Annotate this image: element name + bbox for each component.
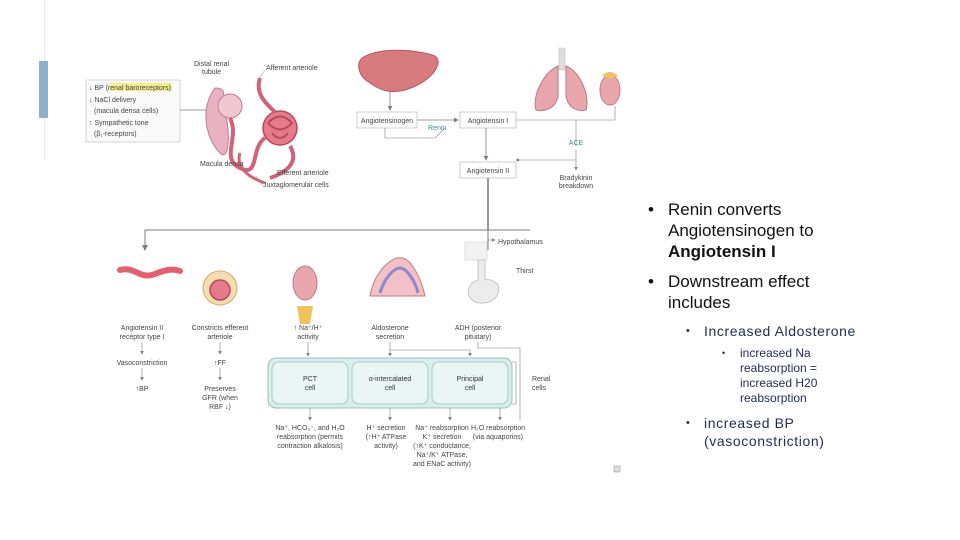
cell-3-line-1: Principal xyxy=(456,376,484,383)
bottom-pct-1: Na⁺, HCO₃⁻, and H₂O xyxy=(275,425,345,432)
bottom-alpha-2: (↑H⁺ ATPase xyxy=(365,434,407,441)
cell-2-line-1: α-intercalated xyxy=(368,376,412,383)
glomerulus-icon xyxy=(203,271,237,305)
label-thirst: Thirst xyxy=(516,268,534,275)
stimulus-1: ↓ BP (renal baroreceptors) xyxy=(89,85,171,92)
bottom-h2o-1: H₂O reabsorption xyxy=(470,425,526,432)
vessel-icon xyxy=(120,269,180,275)
label-vasoconstriction: Vasoconstriction xyxy=(116,360,168,367)
label-distal-tubule-2: tubule xyxy=(202,69,222,76)
label-afferent-arteriole: Afferent arteriole xyxy=(266,65,318,72)
bottom-pct-2: reabsorption (permits xyxy=(276,434,344,441)
effect-5-line-2: pituitary) xyxy=(464,334,492,341)
label-distal-tubule-1: Distal renal xyxy=(194,61,230,68)
bottom-h2o-2: (via aquaporins) xyxy=(472,434,524,441)
pct-cell xyxy=(272,362,348,404)
effect-5-line-1: ADH (posterior xyxy=(454,325,502,332)
bottom-principal-2: K⁺ secretion xyxy=(422,434,462,441)
bottom-principal-1: Na⁺ reabsorption xyxy=(415,425,469,432)
adrenal-kidney-icon xyxy=(600,72,620,105)
label-bradykinin-2: breakdown xyxy=(558,183,594,190)
label-renin: Renin xyxy=(428,125,447,132)
bullet-renin-line-1: Renin converts xyxy=(668,200,782,219)
label-angiotensin-ii: Angiotensin II xyxy=(466,168,510,175)
bullet-renin-line-2: Angiotensinogen to xyxy=(668,221,814,240)
lungs-icon xyxy=(535,48,587,110)
label-angiotensinogen: Angiotensinogen xyxy=(360,118,414,125)
label-efferent-arteriole: Efferent arteriole xyxy=(277,170,329,177)
bottom-alpha-1: H⁺ secretion xyxy=(366,425,406,432)
label-macula-densa: Macula densa xyxy=(200,161,244,168)
bottom-pct-3: contraction alkalosis) xyxy=(277,443,343,450)
label-up-ff: ↑FF xyxy=(213,360,227,367)
label-renal-cells-2: cells xyxy=(532,385,547,392)
sub-bullet-aldosterone: • Increased Aldosterone xyxy=(686,322,948,340)
cell-1-line-2: cell xyxy=(304,385,316,392)
bottom-principal-4: Na⁺/K⁺ ATPase, xyxy=(416,452,468,459)
raas-diagram xyxy=(80,28,625,478)
label-hypothalamus: Hypothalamus xyxy=(498,239,543,246)
small-corner-icon xyxy=(614,466,620,472)
bullet-renin-line-3: Angiotensin I xyxy=(668,242,776,261)
bottom-principal-5: and ENaC activity) xyxy=(413,461,471,468)
label-up-bp: ↑BP xyxy=(135,386,149,393)
label-angiotensin-i: Angiotensin I xyxy=(467,118,509,125)
sub-sub-bullet-na-reabsorption: • increased Na reabsorption = increased H20 reabsorption xyxy=(722,346,860,406)
bullet-list xyxy=(648,199,948,456)
stimulus-4: ↑ Sympathetic tone xyxy=(89,120,149,127)
bullet-renin xyxy=(648,199,948,262)
effect-2-line-2: arteriole xyxy=(207,334,233,341)
pituitary-icon xyxy=(465,242,499,303)
liver-icon xyxy=(359,50,438,91)
stimulus-5: (β₁-receptors) xyxy=(94,131,137,138)
bullet-downstream-line-2: includes xyxy=(668,293,731,312)
effect-4-line-2: secretion xyxy=(375,334,405,341)
stimulus-2: ↓ NaCl delivery xyxy=(89,97,137,104)
preserves-line-2: GFR (when xyxy=(202,395,238,402)
effect-1-line-2: receptor type I xyxy=(119,334,165,341)
label-ace: ACE xyxy=(568,140,584,147)
kidney-icon xyxy=(293,266,317,324)
cell-3-line-2: cell xyxy=(464,385,476,392)
effect-3-line-1: ↑ Na⁺/H⁺ xyxy=(293,325,323,332)
bullet-downstream xyxy=(648,271,948,313)
principal-cell xyxy=(432,362,508,404)
effect-1-line-1: Angiotensin II xyxy=(120,325,164,332)
effect-2-line-1: Constricts efferent xyxy=(191,325,249,332)
effect-4-line-1: Aldosterone xyxy=(371,325,409,332)
preserves-line-1: Preserves xyxy=(204,386,236,393)
adrenal-icon xyxy=(370,258,425,296)
bullet-downstream-line-1: Downstream effect xyxy=(668,272,810,291)
bottom-principal-3: (↑K⁺ conductance, xyxy=(413,443,471,450)
effect-3-line-2: activity xyxy=(297,334,319,341)
label-juxtaglomerular: Juxtaglomerular cells xyxy=(263,182,329,189)
cell-2-line-2: cell xyxy=(384,385,396,392)
label-bradykinin-1: Bradykinin xyxy=(559,175,593,182)
alpha-intercalated-cell xyxy=(352,362,428,404)
slide-accent-bar xyxy=(39,61,48,118)
sub-bullet-increased-bp: • increased BP (vasoconstriction) xyxy=(686,414,874,450)
cell-1-line-1: PCT xyxy=(303,376,317,383)
bottom-alpha-3: activity) xyxy=(374,443,398,450)
label-renal-cells-1: Renal xyxy=(532,376,551,383)
stimulus-3: (macula densa cells) xyxy=(94,108,159,115)
preserves-line-3: RBF ↓) xyxy=(209,404,231,411)
